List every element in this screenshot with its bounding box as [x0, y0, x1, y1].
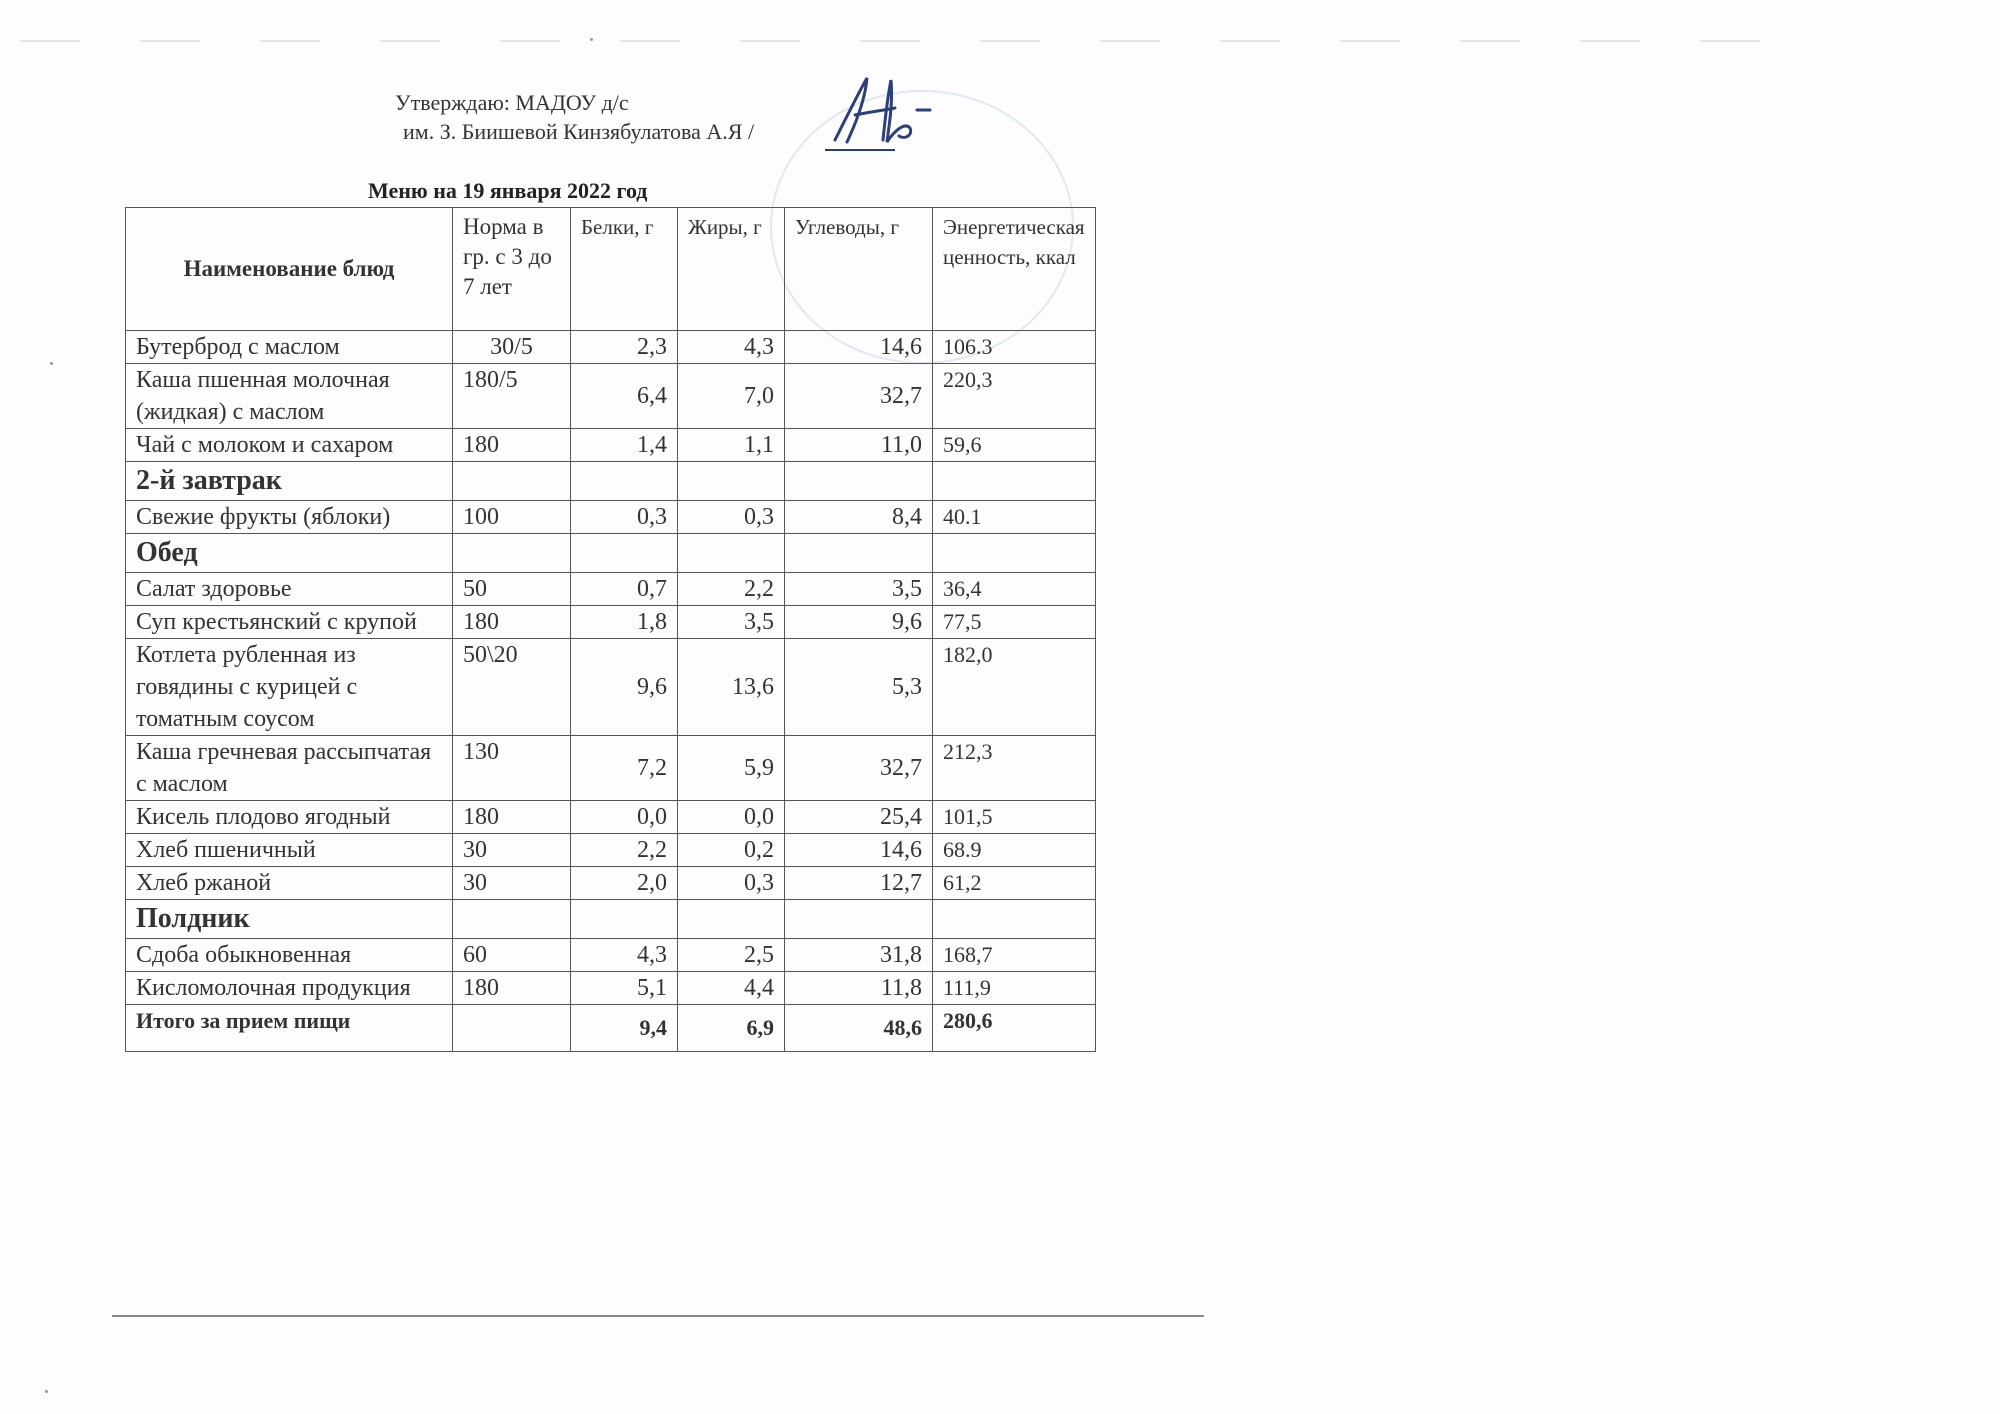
dish-name: Каша пшенная молочная (жидкая) с маслом: [126, 364, 453, 429]
dish-fat: 0,3: [678, 501, 785, 534]
empty-cell: [785, 462, 933, 501]
dish-protein: 1,8: [571, 606, 678, 639]
empty-cell: [933, 534, 1096, 573]
dish-norm: 130: [453, 736, 571, 801]
dish-energy: 111,9: [933, 972, 1096, 1005]
header-energy: Энергетическая ценность, ккал: [933, 208, 1096, 331]
dish-norm: 180: [453, 606, 571, 639]
section-row: [126, 462, 1096, 501]
dish-carbs: 3,5: [785, 573, 933, 606]
total-energy: 280,6: [933, 1005, 1096, 1052]
dish-norm: 180: [453, 972, 571, 1005]
dish-fat: 4,3: [678, 331, 785, 364]
dish-fat: 2,2: [678, 573, 785, 606]
dish-protein: 5,1: [571, 972, 678, 1005]
dish-carbs: 32,7: [785, 736, 933, 801]
dish-protein: 2,3: [571, 331, 678, 364]
dish-fat: 0,0: [678, 801, 785, 834]
table-row: [126, 801, 1096, 834]
dish-name: Кисель плодово ягодный: [126, 801, 453, 834]
table-row: [126, 606, 1096, 639]
dish-fat: 7,0: [678, 364, 785, 429]
scan-speck: [45, 1390, 48, 1393]
dish-carbs: 12,7: [785, 867, 933, 900]
section-row: [126, 900, 1096, 939]
dish-fat: 1,1: [678, 429, 785, 462]
table-row: [126, 331, 1096, 364]
dish-fat: 13,6: [678, 639, 785, 736]
approval-line-2: им. З. Биишевой Кинзябулатова А.Я /: [403, 119, 755, 144]
approval-line-1: Утверждаю: МАДОУ д/с: [395, 90, 629, 115]
dish-protein: 4,3: [571, 939, 678, 972]
total-protein: 9,4: [571, 1005, 678, 1052]
approval-block: [395, 88, 754, 146]
header-fat: Жиры, г: [678, 208, 785, 331]
empty-cell: [933, 462, 1096, 501]
dish-energy: 212,3: [933, 736, 1096, 801]
dish-carbs: 9,6: [785, 606, 933, 639]
dish-protein: 0,7: [571, 573, 678, 606]
header-carbs: Углеводы, г: [785, 208, 933, 331]
dish-carbs: 14,6: [785, 331, 933, 364]
dish-norm: 180: [453, 801, 571, 834]
dish-energy: 168,7: [933, 939, 1096, 972]
dish-energy: 220,3: [933, 364, 1096, 429]
dish-norm: 100: [453, 501, 571, 534]
dish-carbs: 8,4: [785, 501, 933, 534]
table-row: [126, 972, 1096, 1005]
table-row: [126, 501, 1096, 534]
dish-protein: 2,0: [571, 867, 678, 900]
dish-fat: 2,5: [678, 939, 785, 972]
empty-cell: [933, 900, 1096, 939]
section-row: [126, 534, 1096, 573]
empty-cell: [571, 534, 678, 573]
empty-cell: [678, 462, 785, 501]
scan-artifact-line: [20, 40, 1770, 42]
empty-cell: [785, 900, 933, 939]
dish-carbs: 31,8: [785, 939, 933, 972]
dish-fat: 0,3: [678, 867, 785, 900]
dish-carbs: 25,4: [785, 801, 933, 834]
dish-name: Кисломолочная продукция: [126, 972, 453, 1005]
dish-protein: 0,3: [571, 501, 678, 534]
dish-carbs: 32,7: [785, 364, 933, 429]
scan-speck: [590, 38, 593, 41]
dish-protein: 2,2: [571, 834, 678, 867]
dish-name: Хлеб пшеничный: [126, 834, 453, 867]
dish-fat: 4,4: [678, 972, 785, 1005]
empty-cell: [785, 534, 933, 573]
table-row: [126, 867, 1096, 900]
dish-energy: 59,6: [933, 429, 1096, 462]
header-protein: Белки, г: [571, 208, 678, 331]
dish-energy: 40.1: [933, 501, 1096, 534]
header-norm: Норма в гр. с 3 до 7 лет: [453, 208, 571, 331]
total-carbs: 48,6: [785, 1005, 933, 1052]
dish-energy: 182,0: [933, 639, 1096, 736]
section-title: 2-й завтрак: [126, 462, 453, 501]
section-title: Полдник: [126, 900, 453, 939]
dish-carbs: 5,3: [785, 639, 933, 736]
empty-cell: [678, 534, 785, 573]
empty-cell: [453, 1005, 571, 1052]
menu-table: [125, 207, 1096, 1052]
total-label: Итого за прием пищи: [126, 1005, 453, 1052]
dish-name: Суп крестьянский с крупой: [126, 606, 453, 639]
dish-protein: 0,0: [571, 801, 678, 834]
dish-norm: 50: [453, 573, 571, 606]
dish-norm: 60: [453, 939, 571, 972]
table-row: [126, 834, 1096, 867]
dish-norm: 180: [453, 429, 571, 462]
dish-energy: 101,5: [933, 801, 1096, 834]
table-header-row: [126, 208, 1096, 331]
dish-energy: 68.9: [933, 834, 1096, 867]
dish-norm: 180/5: [453, 364, 571, 429]
empty-cell: [571, 900, 678, 939]
dish-norm: 50\20: [453, 639, 571, 736]
dish-protein: 1,4: [571, 429, 678, 462]
dish-protein: 6,4: [571, 364, 678, 429]
empty-cell: [453, 534, 571, 573]
dish-name: Свежие фрукты (яблоки): [126, 501, 453, 534]
table-row: [126, 364, 1096, 429]
scan-speck: [50, 362, 53, 365]
section-title: Обед: [126, 534, 453, 573]
dish-norm: 30: [453, 834, 571, 867]
table-row: [126, 573, 1096, 606]
dish-name: Каша гречневая рассыпчатая с маслом: [126, 736, 453, 801]
dish-norm: 30: [453, 867, 571, 900]
table-row: [126, 639, 1096, 736]
dish-name: Сдоба обыкновенная: [126, 939, 453, 972]
total-fat: 6,9: [678, 1005, 785, 1052]
menu-title: Меню на 19 января 2022 год: [368, 178, 648, 203]
empty-cell: [571, 462, 678, 501]
dish-name: Чай с молоком и сахаром: [126, 429, 453, 462]
dish-fat: 5,9: [678, 736, 785, 801]
dish-fat: 0,2: [678, 834, 785, 867]
dish-energy: 77,5: [933, 606, 1096, 639]
empty-cell: [453, 462, 571, 501]
table-row: [126, 429, 1096, 462]
dish-protein: 9,6: [571, 639, 678, 736]
table-row: [126, 736, 1096, 801]
table-row: [126, 939, 1096, 972]
empty-cell: [453, 900, 571, 939]
dish-energy: 106.3: [933, 331, 1096, 364]
dish-protein: 7,2: [571, 736, 678, 801]
bottom-rule: [112, 1315, 1204, 1317]
dish-norm: 30/5: [453, 331, 571, 364]
dish-name: Хлеб ржаной: [126, 867, 453, 900]
header-name: Наименование блюд: [126, 208, 453, 331]
total-row: [126, 1005, 1096, 1052]
dish-fat: 3,5: [678, 606, 785, 639]
dish-name: Бутерброд с маслом: [126, 331, 453, 364]
dish-energy: 61,2: [933, 867, 1096, 900]
dish-carbs: 11,8: [785, 972, 933, 1005]
dish-carbs: 11,0: [785, 429, 933, 462]
signature-image: [825, 70, 955, 160]
dish-energy: 36,4: [933, 573, 1096, 606]
empty-cell: [678, 900, 785, 939]
dish-name: Котлета рубленная из говядины с курицей с томатным соусом: [126, 639, 453, 736]
dish-name: Салат здоровье: [126, 573, 453, 606]
dish-carbs: 14,6: [785, 834, 933, 867]
